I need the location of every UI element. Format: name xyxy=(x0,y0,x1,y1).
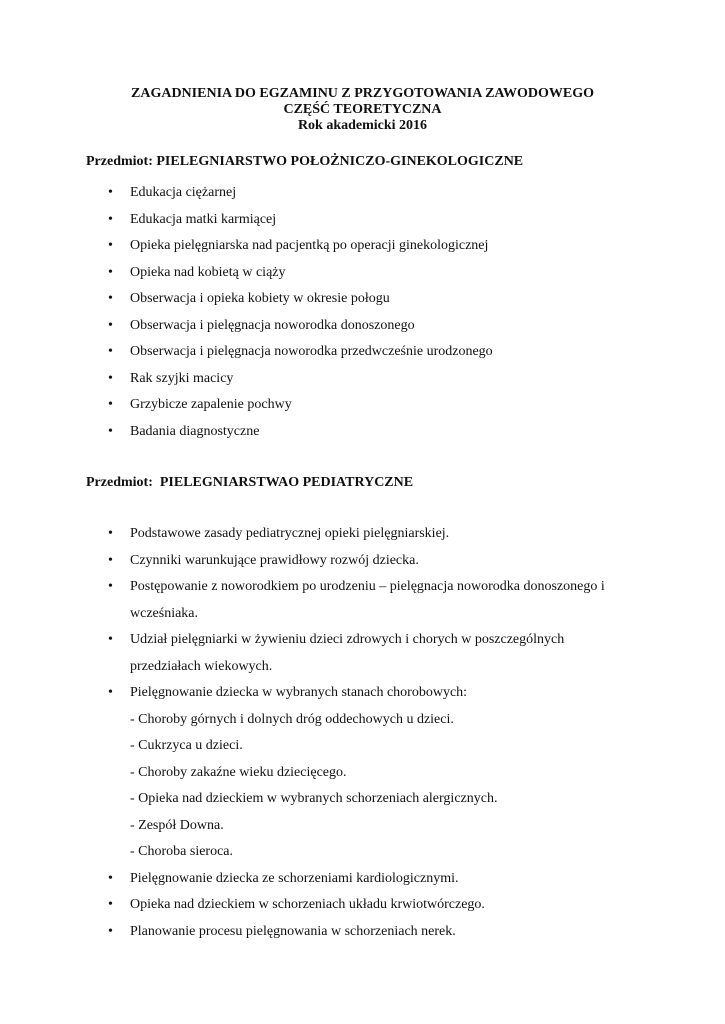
bullet-dot-icon: • xyxy=(108,685,113,700)
header-year: Rok akademicki 2016 xyxy=(297,118,428,133)
list-item xyxy=(0,574,650,627)
list-item-text: Udział pielęgniarki w żywieniu dzieci zdrowych i chorych w poszczególnych xyxy=(130,632,565,647)
bullet-dot-icon: • xyxy=(108,897,113,912)
bullet-dot-icon: • xyxy=(108,185,113,200)
list-item-text: Rak szyjki macicy xyxy=(130,370,234,386)
list-item xyxy=(0,680,650,866)
list-item xyxy=(0,919,650,946)
bullet-dot-icon: • xyxy=(108,423,113,439)
list-item xyxy=(0,207,650,234)
list-item-text: Grzybicze zapalenie pochwy xyxy=(130,397,292,412)
header-title: ZAGADNIENIA DO EGZAMINU Z PRZYGOTOWANIA ZAWODOWEGO xyxy=(131,86,594,101)
list-item-text: Postępowanie z noworodkiem po urodzeniu – pielęgnacja noworodka donoszonego i xyxy=(130,579,605,594)
section-1-list xyxy=(0,180,725,445)
list-item xyxy=(0,260,650,287)
list-item-text: Badania diagnostyczne xyxy=(130,423,260,439)
section-1-title: Przedmiot: PIELEGNIARSTWO POŁOŻNICZO-GINEKOLOGICZNE xyxy=(86,154,524,169)
list-item-text: Pielęgnowanie dziecka ze schorzeniami kardiologicznymi. xyxy=(130,870,459,886)
list-item xyxy=(0,548,650,575)
list-item-text: Opieka nad kobietą w ciąży xyxy=(130,264,286,280)
sub-item: - Choroby zakaźne wieku dziecięcego. xyxy=(130,764,347,780)
list-item xyxy=(0,313,650,340)
bullet-dot-icon: • xyxy=(108,344,113,359)
bullet-dot-icon: • xyxy=(108,264,113,280)
list-item-text: Obserwacja i opieka kobiety w okresie połogu xyxy=(130,291,390,306)
list-item xyxy=(0,866,650,893)
sub-item: - Choroby górnych i dolnych dróg oddechowych u dzieci. xyxy=(130,711,454,727)
bullet-dot-icon: • xyxy=(108,552,113,568)
bullet-dot-icon: • xyxy=(108,238,113,253)
list-item-text: Opieka pielęgniarska nad pacjentką po operacji ginekologicznej xyxy=(130,238,489,253)
list-item xyxy=(0,892,650,919)
list-item xyxy=(0,419,650,446)
list-item xyxy=(0,627,650,680)
sub-item: - Cukrzyca u dzieci. xyxy=(130,738,243,753)
bullet-dot-icon: • xyxy=(108,526,113,541)
document-header xyxy=(0,86,725,134)
bullet-dot-icon: • xyxy=(108,579,113,594)
bullet-dot-icon: • xyxy=(108,632,113,647)
list-item-text: Opieka nad dzieckiem w schorzeniach układu krwiotwórczego. xyxy=(130,897,485,912)
list-item-text: Obserwacja i pielęgnacja noworodka donoszonego xyxy=(130,317,415,333)
list-item-continuation: przedziałach wiekowych. xyxy=(130,658,273,674)
bullet-dot-icon: • xyxy=(108,923,113,939)
bullet-dot-icon: • xyxy=(108,397,113,412)
list-item-text: Czynniki warunkujące prawidłowy rozwój dziecka. xyxy=(130,552,419,568)
list-item xyxy=(0,366,650,393)
list-item xyxy=(0,339,650,366)
bullet-dot-icon: • xyxy=(108,211,113,227)
list-item xyxy=(0,180,650,207)
list-item xyxy=(0,392,650,419)
sub-item: - Zespół Downa. xyxy=(130,817,224,833)
bullet-dot-icon: • xyxy=(108,370,113,386)
list-item xyxy=(0,521,650,548)
list-item-text: Obserwacja i pielęgnacja noworodka przedwcześnie urodzonego xyxy=(130,344,493,359)
list-item-text: Edukacja ciężarnej xyxy=(130,185,237,200)
bullet-dot-icon: • xyxy=(108,870,113,886)
section-2-list xyxy=(0,521,725,945)
list-item xyxy=(0,286,650,313)
sub-item: - Choroba sieroca. xyxy=(130,844,234,859)
list-item-text: Planowanie procesu pielęgnowania w schorzeniach nerek. xyxy=(130,923,456,939)
list-item-continuation: wcześniaka. xyxy=(130,605,199,621)
header-subtitle: CZĘŚĆ TEORETYCZNA xyxy=(283,102,442,117)
bullet-dot-icon: • xyxy=(108,291,113,306)
bullet-dot-icon: • xyxy=(108,317,113,333)
section-2-title: Przedmiot: PIELEGNIARSTWAO PEDIATRYCZNE xyxy=(86,475,414,490)
list-item xyxy=(0,233,650,260)
sub-item: - Opieka nad dzieckiem w wybranych schorzeniach alergicznych. xyxy=(130,791,498,806)
list-item-text: Pielęgnowanie dziecka w wybranych stanach chorobowych: xyxy=(130,685,468,700)
list-item-text: Edukacja matki karmiącej xyxy=(130,211,277,227)
list-item-text: Podstawowe zasady pediatrycznej opieki pielęgniarskiej. xyxy=(130,526,450,541)
